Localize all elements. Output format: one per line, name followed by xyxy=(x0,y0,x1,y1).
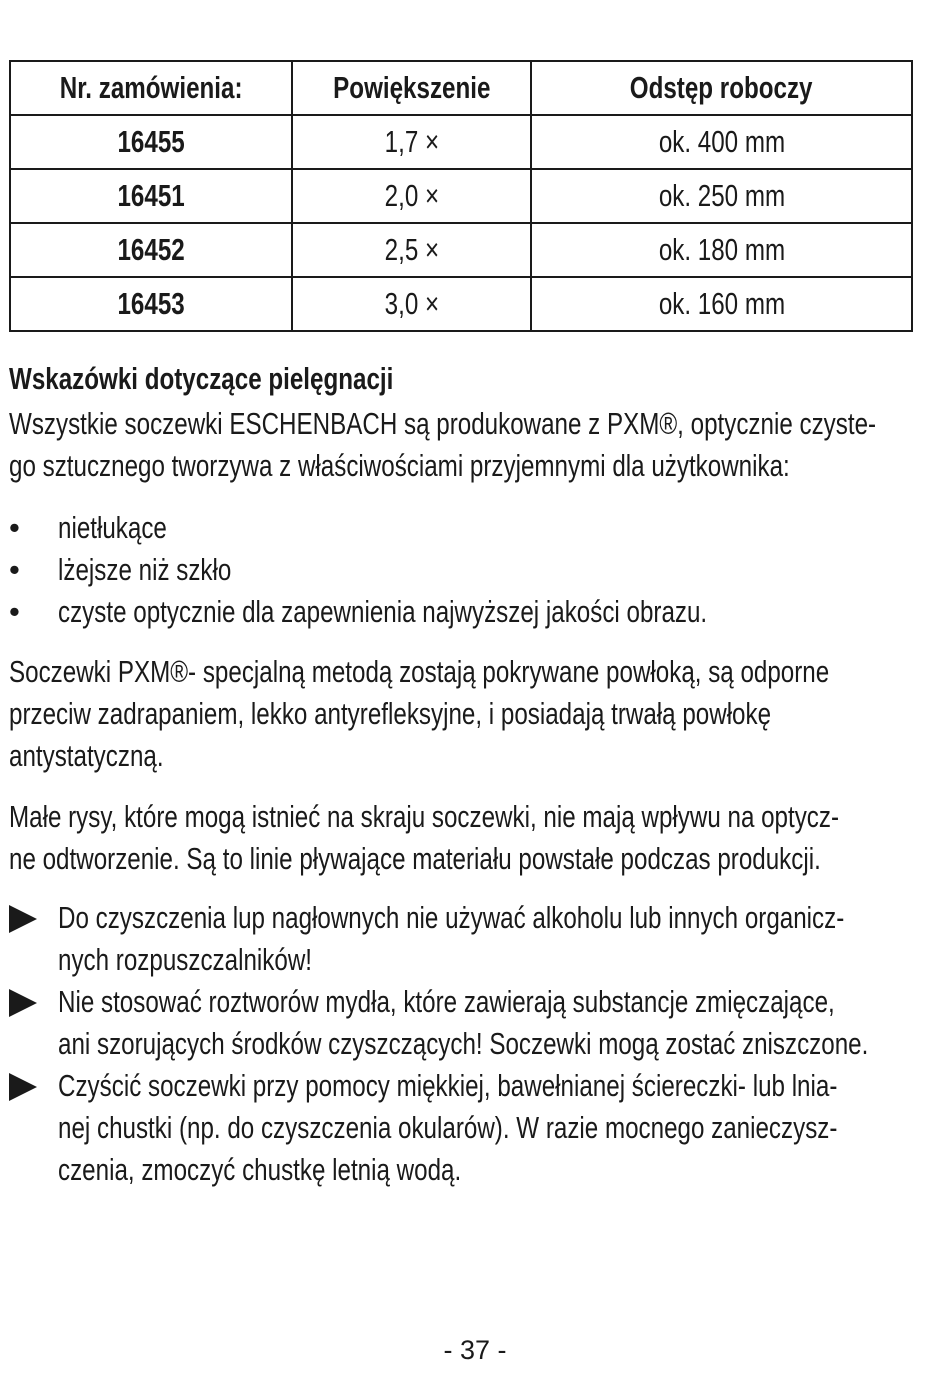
magnification-cell: 2,5 × xyxy=(292,223,531,277)
text-line: Nie stosować roztworów mydła, które zawierają substancje zmięczające, xyxy=(58,984,835,1019)
magnification-cell: 3,0 × xyxy=(292,277,531,331)
header-magnification: Powiększenie xyxy=(292,61,531,115)
right-triangle-arrow-icon xyxy=(9,989,37,1017)
text-line: czenia, zmoczyć chustkę letnią wodą. xyxy=(58,1152,462,1187)
text-line: przeciw zadrapaniem, lekko antyrefleksyjne, i posiadają trwałą powłokę xyxy=(9,696,772,731)
text-line: ne odtworzenie. Są to linie pływające materiału powstałe podczas produkcji. xyxy=(9,841,821,876)
warning-list xyxy=(9,897,949,1191)
text-line: nych rozpuszczalników! xyxy=(58,942,312,977)
text-line: ani szorujących środków czyszczących! Soczewki mogą zostać zniszczone. xyxy=(58,1026,869,1061)
list-item xyxy=(9,507,949,549)
text-line: Czyścić soczewki przy pomocy miękkiej, bawełnianej ściereczki- lub lnia- xyxy=(58,1068,838,1103)
text-line: Soczewki PXM®- specjalną metodą zostają pokrywane powłoką, są odporne xyxy=(9,654,830,689)
warning-item xyxy=(9,1065,949,1191)
list-item xyxy=(9,549,949,591)
care-instructions-heading: Wskazówki dotyczące pielęgnacji xyxy=(9,361,394,396)
order-number-cell: 16453 xyxy=(10,277,292,331)
text-line: go sztucznego tworzywa z właściwościami przyjemnymi dla użytkownika: xyxy=(9,448,790,483)
table-row xyxy=(10,115,912,169)
header-working-distance: Odstęp roboczy xyxy=(531,61,912,115)
table-row xyxy=(10,277,912,331)
working-distance-cell: ok. 400 mm xyxy=(531,115,912,169)
list-item-text: lżejsze niż szkło xyxy=(58,552,232,587)
list-item-text: czyste optycznie dla zapewnienia najwyższej jakości obrazu. xyxy=(58,594,708,629)
order-number-cell: 16455 xyxy=(10,115,292,169)
order-number-cell: 16451 xyxy=(10,169,292,223)
order-number-cell: 16452 xyxy=(10,223,292,277)
text-line: nej chustki (np. do czyszczenia okularów). W razie mocnego zanieczysz- xyxy=(58,1110,838,1145)
bullet-icon: • xyxy=(9,510,20,545)
list-item xyxy=(9,591,949,633)
table-row xyxy=(10,169,912,223)
magnification-cell: 2,0 × xyxy=(292,169,531,223)
page-number: - 37 - xyxy=(443,1335,507,1365)
header-order-number: Nr. zamówienia: xyxy=(10,61,292,115)
right-triangle-arrow-icon xyxy=(9,1073,37,1101)
specification-table xyxy=(9,60,913,332)
text-line: Małe rysy, które mogą istnieć na skraju soczewki, nie mają wpływu na optycz- xyxy=(9,799,840,834)
text-line: Wszystkie soczewki ESCHENBACH są produkowane z PXM®, optycznie czyste- xyxy=(9,406,877,441)
working-distance-cell: ok. 180 mm xyxy=(531,223,912,277)
magnification-cell: 1,7 × xyxy=(292,115,531,169)
scratches-paragraph xyxy=(9,796,949,880)
warning-item xyxy=(9,981,949,1065)
coating-paragraph xyxy=(9,651,949,777)
table-row xyxy=(10,223,912,277)
working-distance-cell: ok. 160 mm xyxy=(531,277,912,331)
intro-paragraph xyxy=(9,403,949,487)
warning-item xyxy=(9,897,949,981)
feature-list xyxy=(9,507,949,633)
table-header-row xyxy=(10,61,912,115)
working-distance-cell: ok. 250 mm xyxy=(531,169,912,223)
right-triangle-arrow-icon xyxy=(9,905,37,933)
bullet-icon: • xyxy=(9,594,20,629)
list-item-text: nietłukące xyxy=(58,510,167,545)
bullet-icon: • xyxy=(9,552,20,587)
text-line: antystatyczną. xyxy=(9,738,164,773)
text-line: Do czyszczenia lup nagłownych nie używać alkoholu lub innych organicz- xyxy=(58,900,845,935)
